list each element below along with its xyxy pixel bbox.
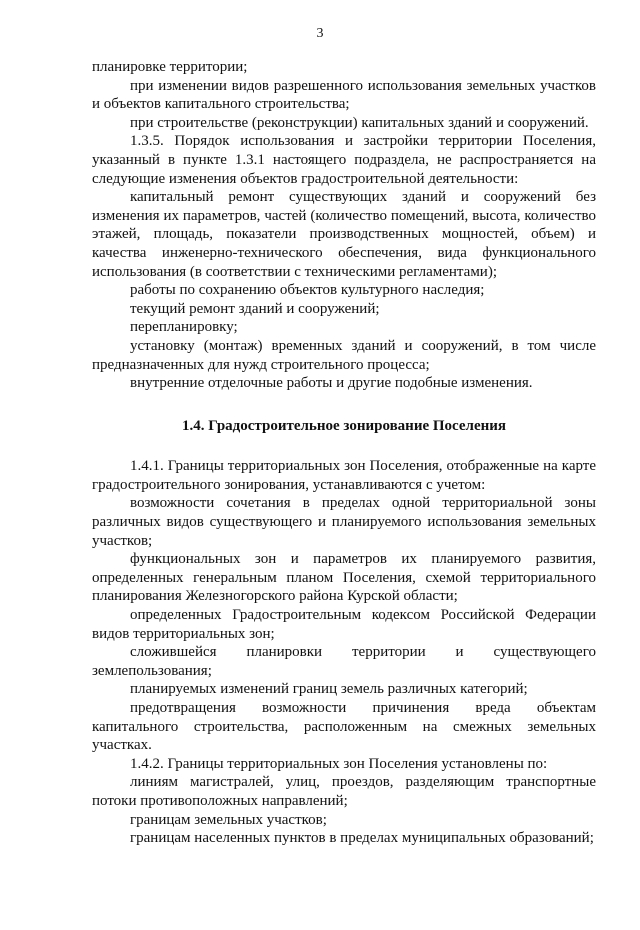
paragraph: установку (монтаж) временных зданий и сооружений, в том числе предназначенных для нужд строительного процесса; (92, 337, 596, 373)
paragraph: планировке территории; (92, 59, 248, 75)
paragraph: функциональных зон и параметров их планируемого развития, определенных генеральным планом Поселения, схемой территориального планирования Железногорского района Курской области; (92, 551, 596, 605)
paragraph: сложившейся планировки территории и существующего землепользования; (92, 644, 596, 679)
page-number: 3 (316, 26, 324, 41)
text-block-bottom (92, 457, 596, 847)
paragraph: капитальный ремонт существующих зданий и сооружений без изменения их параметров, частей (количество помещений, высота, количество этажей, площадь, показатели производственных мощностей, объем) и качества инженерно-технического обеспечения, вида функционального использования (в соответствии с техническими регламентами); (92, 189, 596, 280)
paragraph: текущий ремонт зданий и сооружений; (130, 300, 380, 317)
paragraph: границам земельных участков; (130, 811, 327, 828)
paragraph: 1.4.1. Границы территориальных зон Поселения, отображенные на карте градостроительного зонирования, устанавливаются с учетом: (92, 458, 596, 493)
paragraph: возможности сочетания в пределах одной территориальной зоны различных видов существующего и планируемого использования земельных участков; (92, 495, 596, 549)
paragraph: линиям магистралей, улиц, проездов, разделяющим транспортные потоки противоположных направлений; (92, 774, 596, 809)
page-body (92, 58, 596, 848)
paragraph: при строительстве (реконструкции) капитальных зданий и сооружений. (130, 114, 589, 131)
paragraph: при изменении видов разрешенного использования земельных участков и объектов капитального строительства; (92, 77, 596, 113)
paragraph: перепланировку; (130, 319, 238, 336)
paragraph: границам населенных пунктов в пределах муниципальных образований; (130, 830, 594, 847)
section-heading: 1.4. Градостроительное зонирование Поселения (181, 417, 507, 434)
paragraph: определенных Градостроительным кодексом Российской Федерации видов территориальных зон; (92, 607, 596, 642)
paragraph: 1.3.5. Порядок использования и застройки территории Поселения, указанный в пункте 1.3.1 настоящего подраздела, не распространяется на следующие изменения объектов градостроительной деятельности: (92, 133, 596, 187)
paragraph: планируемых изменений границ земель различных категорий; (130, 681, 528, 698)
text-block-top (92, 58, 596, 393)
paragraph: работы по сохранению объектов культурного наследия; (130, 282, 485, 299)
paragraph: внутренние отделочные работы и другие подобные изменения. (130, 375, 533, 392)
paragraph: предотвращения возможности причинения вреда объектам капитального строительства, расположенным на смежных земельных участках. (92, 700, 596, 754)
paragraph: 1.4.2. Границы территориальных зон Поселения установлены по: (130, 755, 548, 772)
